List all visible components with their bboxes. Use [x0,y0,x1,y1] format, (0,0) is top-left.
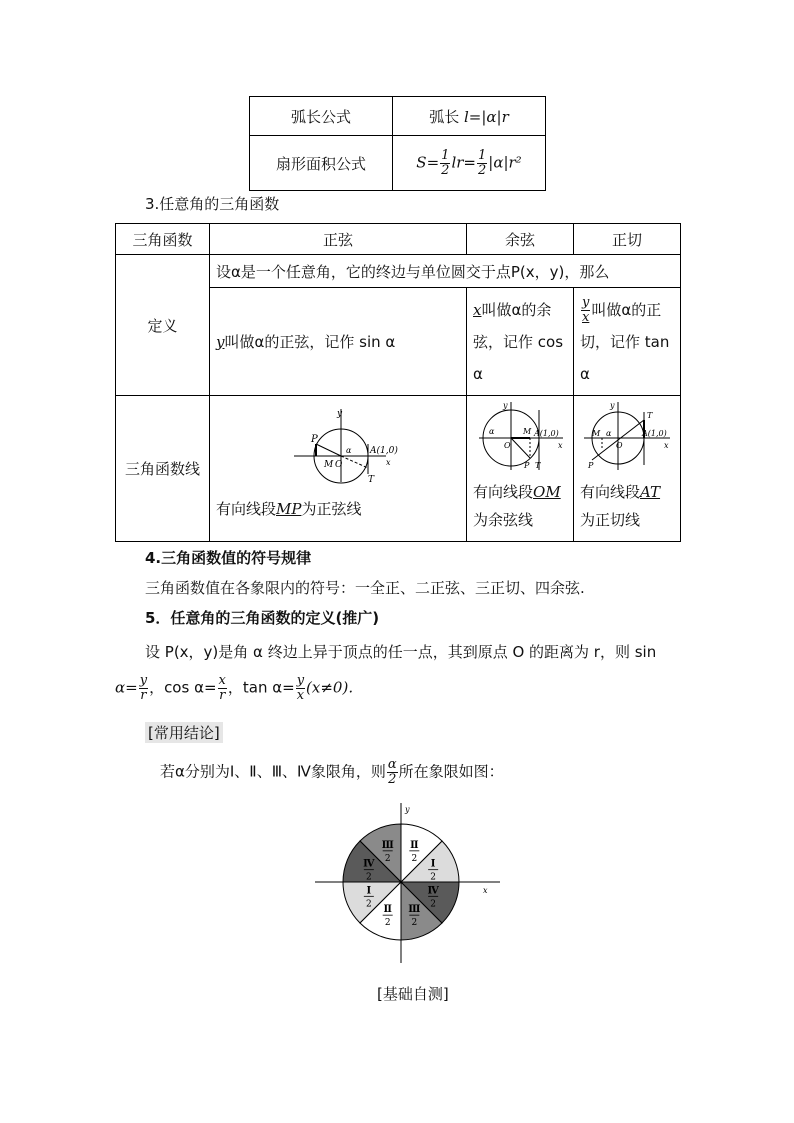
quadrant-denominator: 2 [411,918,418,929]
quadrant-label: Ⅱ [410,839,419,851]
sector-area-formula: S= $\frac{1}{2}$ lr= $\frac{1}{2}$ |α|r² [393,136,546,191]
header-cos: 余弦 [467,224,574,255]
quadrant-label: Ⅳ [363,858,375,870]
basic-self-test-heading: [基础自测] [377,985,449,1003]
quadrant-denominator: 2 [430,872,437,883]
arc-length-label: 弧长公式 [250,97,393,136]
lines-label: 三角函数线 [116,396,210,542]
quadrant-label: Ⅰ [366,885,372,897]
svg-text:A(1,0): A(1,0) [370,446,398,456]
svg-text:y: y [405,805,410,814]
arc-formula-table [249,96,546,191]
definition-label: 定义 [116,255,210,396]
sin-line-segment: MP [276,500,302,518]
svg-text:α: α [489,427,495,436]
cos-definition: x叫做α的余 弦，记作 cos α [467,288,574,396]
svg-text:y: y [503,401,508,410]
tan-definition: $\frac{y}{x}$ 叫做α的正 切，记作 tan α [574,288,681,396]
header-sin: 正弦 [210,224,467,255]
section-4-text: 三角函数值在各象限内的符号：一全正、二正弦、三正切、四余弦. [145,579,585,597]
section-4-heading: 4.三角函数值的符号规律 [145,549,312,567]
svg-text:P: P [524,461,530,470]
quadrant-label: Ⅳ [427,885,439,897]
cos-line-diagram [473,400,567,472]
quadrant-denominator: 2 [365,899,372,910]
svg-text:A(1,0): A(1,0) [534,429,559,438]
sin-line-cell: y P M O α A(1,0) x T 有向线段MP为正弦线 [210,396,467,542]
quadrant-denominator: 2 [411,853,418,864]
section-5-line-2: α= $\frac{y}{r}$ ，cos α= $\frac{x}{r}$ ，tan α= $\frac{y}{x}$ (x≠0). [115,673,354,703]
sector-area-label: 扇形面积公式 [250,136,393,191]
svg-text:A(1,0): A(1,0) [642,429,667,438]
svg-text:T: T [535,461,541,470]
tan-line-cell: y T M α O A(1,0) x P 有向线段AT 为正切线 [574,396,681,542]
svg-text:P: P [588,461,594,470]
svg-text:O: O [616,441,623,450]
trig-function-table [115,223,681,542]
header-trig: 三角函数 [116,224,210,255]
cos-line-cell: y α M O A(1,0) x P T 有向线段OM 为余弦线 [467,396,574,542]
sin-line-diagram [216,404,460,484]
tan-line-diagram [580,400,674,472]
quadrant-label: Ⅱ [383,904,392,916]
quadrant-denominator: 2 [430,899,437,910]
section-5-line-1: 设 P(x，y)是角 α 终边上异于顶点的任一点，其到原点 O 的距离为 r，则 sin [145,643,657,661]
tan-line-segment: AT [640,483,661,501]
header-tan: 正切 [574,224,681,255]
svg-text:M: M [523,427,532,436]
svg-text:T: T [368,475,375,484]
common-conclusion-text: 若α分别为Ⅰ、Ⅱ、Ⅲ、Ⅳ象限角，则 $\frac{\alpha}{2}$ 所在象限如图： [160,757,504,787]
common-conclusion-heading: [常用结论] [145,722,223,743]
sin-definition: y叫做α的正弦，记作 sin α [210,288,467,396]
svg-text:y: y [337,409,343,419]
quadrant-label: Ⅲ [408,904,421,916]
svg-text:P: P [311,434,318,445]
svg-text:x: x [664,441,669,450]
svg-text:M: M [592,429,601,438]
quadrant-label: Ⅲ [381,839,394,851]
svg-text:x: x [558,441,563,450]
svg-text:O: O [504,441,511,450]
svg-text:y: y [610,401,615,410]
svg-text:α: α [606,429,612,438]
section-3-heading: 3.任意角的三角函数 [145,195,280,213]
svg-text:O: O [335,460,343,470]
section-5-heading: 5．任意角的三角函数的定义(推广) [145,609,380,627]
arc-length-formula: 弧长 l=|α|r [393,97,546,136]
svg-text:T: T [647,411,653,420]
quadrant-label: Ⅰ [430,858,436,870]
svg-text:M: M [324,460,334,470]
definition-intro: 设α是一个任意角，它的终边与单位圆交于点P(x，y)，那么 [210,255,681,288]
quadrant-denominator: 2 [365,872,372,883]
half-angle-quadrant-diagram [315,803,515,963]
quadrant-denominator: 2 [384,853,391,864]
quadrant-denominator: 2 [384,918,391,929]
svg-text:x: x [483,886,488,895]
svg-text:α: α [346,446,352,455]
svg-text:x: x [386,458,391,467]
cos-line-segment: OM [533,483,561,501]
